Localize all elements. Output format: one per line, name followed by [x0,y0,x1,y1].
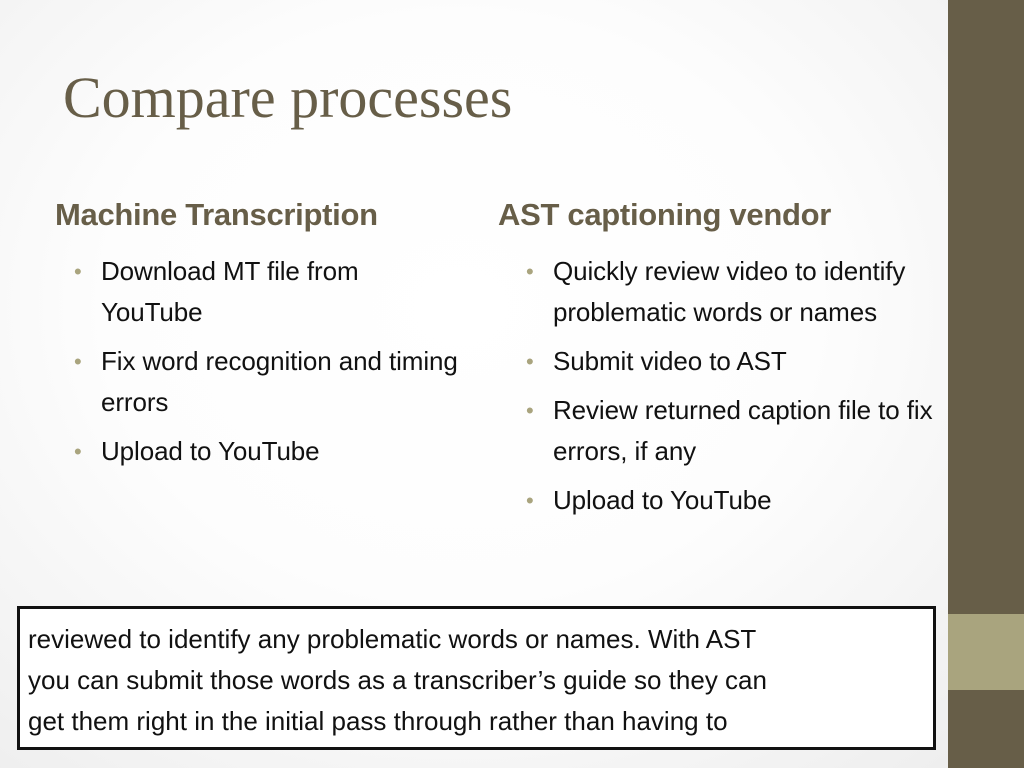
bullet-dot-icon: • [74,439,82,464]
right-bullet-list [498,251,948,521]
bullet-dot-icon: • [526,349,534,374]
list-item [55,431,465,472]
list-item [55,251,465,333]
bullet-dot-icon: • [526,259,534,284]
list-item [498,251,948,333]
sidebar-accent-block [948,614,1024,690]
list-item-text: Submit video to AST [553,346,787,376]
list-item-text: Quickly review video to identify problematic words or names [553,256,906,327]
bullet-dot-icon: • [74,349,82,374]
list-item [55,341,465,423]
left-bullet-list [55,251,465,472]
left-column-heading: Machine Transcription [55,197,378,232]
bullet-dot-icon: • [526,398,534,423]
list-item-text: Fix word recognition and timing errors [101,346,458,417]
list-item-text: Upload to YouTube [101,436,320,466]
list-item-text: Download MT file from YouTube [101,256,359,327]
left-column [55,194,465,480]
slide-title: Compare processes [63,65,513,130]
speaker-notes-box: reviewed to identify any problematic words or names. With AST you can submit those words as a transcriber’s guide so they can get them right in the initial pass through rather than having to [17,606,936,750]
list-item-text: Review returned caption file to fix errors, if any [553,395,933,466]
right-column-heading: AST captioning vendor [498,197,831,232]
bullet-dot-icon: • [526,488,534,513]
right-column [498,194,948,529]
list-item [498,480,948,521]
list-item [498,341,948,382]
list-item-text: Upload to YouTube [553,485,772,515]
bullet-dot-icon: • [74,259,82,284]
list-item [498,390,948,472]
